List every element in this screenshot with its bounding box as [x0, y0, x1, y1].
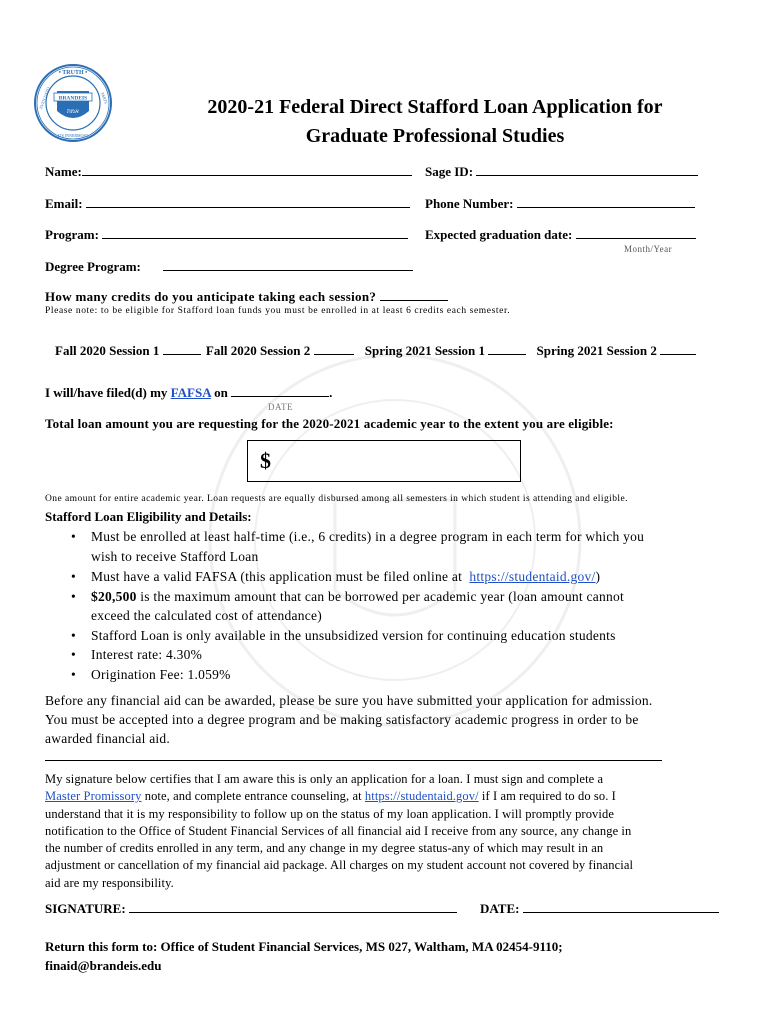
session-spring-2[interactable]: Spring 2021 Session 2 [537, 343, 697, 358]
session-row [55, 343, 696, 359]
degree-program-label: Degree Program: [45, 259, 141, 274]
signature-label: SIGNATURE: [45, 901, 126, 916]
page-title [140, 93, 730, 151]
signature-date-label: DATE: [480, 901, 520, 916]
loan-question: Total loan amount you are requesting for the 2020-2021 academic year to the extent you are eligible: [45, 416, 614, 431]
svg-text:ITS INNERMOST: ITS INNERMOST [57, 133, 89, 138]
title-line-1: 2020-21 Federal Direct Stafford Loan Application for [207, 96, 663, 118]
phone-field[interactable] [425, 196, 695, 212]
return-instructions: Return this form to: Office of Student Financial Services, MS 027, Waltham, MA 02454-9110; finaid@brandeis.edu [45, 939, 563, 973]
eligibility-heading: Stafford Loan Eligibility and Details: [45, 509, 252, 524]
fafsa-period: . [329, 385, 333, 400]
program-field[interactable] [45, 227, 408, 243]
svg-text:EVEN UNTO: EVEN UNTO [38, 86, 51, 110]
name-field[interactable] [45, 164, 412, 180]
svg-text:אמת: אמת [66, 108, 80, 115]
return-email: finaid@brandeis.edu [45, 958, 162, 973]
phone-label: Phone Number: [425, 196, 514, 211]
fafsa-date-field[interactable] [231, 395, 329, 397]
credits-question[interactable] [45, 289, 448, 305]
title-line-2: Graduate Professional Studies [305, 125, 565, 147]
sage-id-field[interactable] [425, 164, 698, 180]
credits-note: Please note: to be eligible for Stafford loan funds you must be enrolled in at least 6 credits each semester. [45, 306, 511, 316]
expected-graduation-label: Expected graduation date: [425, 227, 573, 242]
eligibility-item: • Interest rate: 4.30% [91, 645, 644, 665]
eligibility-item: • $20,500 is the maximum amount that can be borrowed per academic year (loan amount cannot exceed the calculated cost of attendance) [91, 587, 644, 626]
brandeis-seal-logo [33, 63, 113, 143]
svg-text:BRANDEIS: BRANDEIS [58, 95, 88, 102]
section-divider [45, 760, 662, 761]
admission-paragraph: Before any financial aid can be awarded, please be sure you have submitted your application for admission. You must be accepted into a degree program and be making satisfactory academic progress in order to be awarded financial aid. [45, 693, 653, 746]
fafsa-on: on [214, 385, 228, 400]
eligibility-list [51, 527, 644, 684]
session-spring-1[interactable]: Spring 2021 Session 1 [365, 343, 527, 358]
currency-symbol: $ [260, 448, 271, 473]
studentaid-link[interactable]: https://studentaid.gov/ [469, 569, 596, 584]
fafsa-date-label: DATE [268, 402, 293, 412]
email-field[interactable] [45, 196, 410, 212]
degree-program-field[interactable] [45, 259, 413, 275]
studentaid-link-2[interactable]: https://studentaid.gov/ [364, 789, 479, 804]
eligibility-item: • Origination Fee: 1.059% [91, 665, 644, 685]
eligibility-item: • Must have a valid FAFSA (this application must be filed online at https://studentaid.gov/) [91, 567, 644, 587]
credits-question-text: How many credits do you anticipate taking each session? [45, 289, 377, 304]
master-promissory-link[interactable]: Master Promissory [45, 789, 142, 804]
fafsa-prefix: I will/have filed(d) my [45, 385, 168, 400]
svg-text:• TRUTH •: • TRUTH • [58, 70, 88, 76]
month-year-hint: Month/Year [624, 244, 673, 254]
fafsa-filed-row [45, 385, 332, 401]
session-fall-2[interactable]: Fall 2020 Session 2 [206, 343, 354, 358]
session-fall-1[interactable]: Fall 2020 Session 1 [55, 343, 201, 358]
email-label: Email: [45, 196, 83, 211]
signature-date-field[interactable] [480, 901, 719, 917]
eligibility-item: • Stafford Loan is only available in the unsubsidized version for continuing education students [91, 626, 644, 646]
loan-note: One amount for entire academic year. Loan requests are equally disbursed among all semesters in which student is attending and eligible. [45, 494, 629, 504]
expected-graduation-field[interactable] [425, 227, 696, 243]
name-label: Name: [45, 164, 82, 179]
svg-text:PARTS: PARTS [100, 91, 109, 105]
program-label: Program: [45, 227, 99, 242]
sage-id-label: Sage ID: [425, 164, 474, 179]
fafsa-link[interactable]: FAFSA [170, 385, 211, 400]
loan-amount-input[interactable] [247, 440, 521, 482]
certification-paragraph: My signature below certifies that I am aware this is only an application for a loan. I must sign and complete a Master Promissory note, and complete entrance counseling, at https://studentaid.gov/ if I am required to do so. I understand that it is my responsibility to follow up on the status of my loan application. I will promptly provide notification to the Office of Student Financial Services of all financial aid I receive from any source, any change in the number of credits enrolled in any term, and any change in my degree status-any of which may result in an adjustment or cancellation of my financial aid package. All charges on my student account not covered by financial aid are my responsibility. [45, 772, 634, 890]
signature-field[interactable] [45, 901, 457, 917]
eligibility-item: • Must be enrolled at least half-time (i.e., 6 credits) in a degree program in each term for which you wish to receive Stafford Loan [91, 527, 644, 566]
